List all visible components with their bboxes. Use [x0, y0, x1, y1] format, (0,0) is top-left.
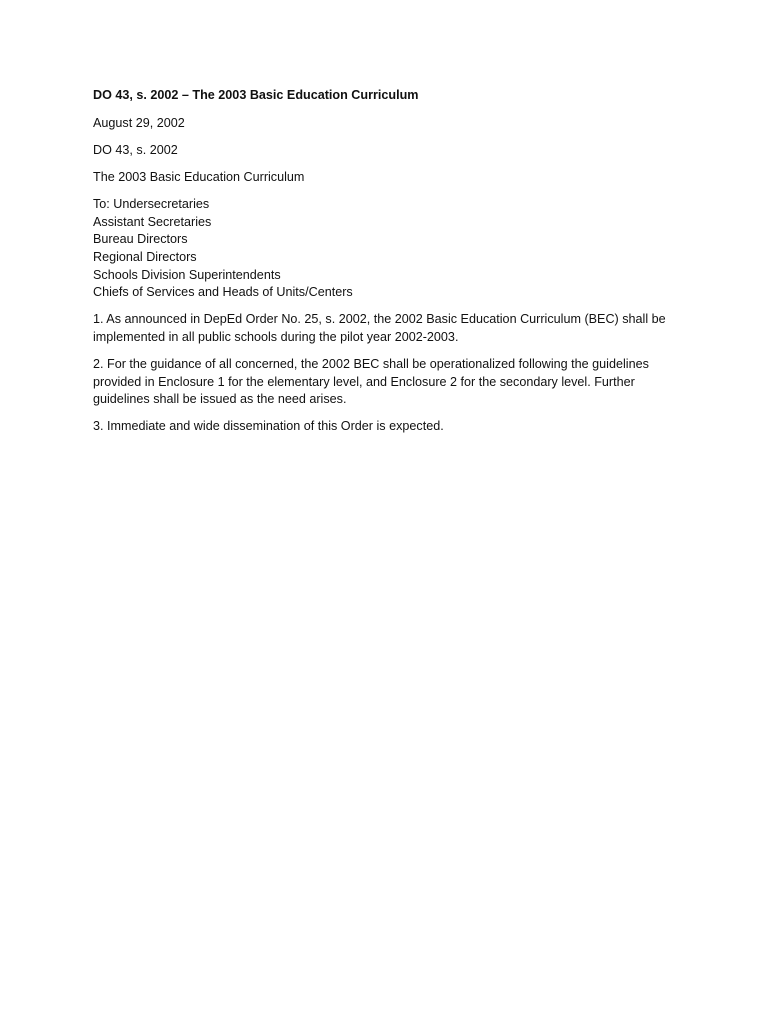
addressee-line: To: Undersecretaries: [93, 197, 210, 212]
addressee-line: Assistant Secretaries: [93, 214, 212, 229]
addressee-line: Chiefs of Services and Heads of Units/Centers: [93, 285, 353, 300]
body-paragraph-2: 2. For the guidance of all concerned, the 2002 BEC shall be operationalized following the guidelines provided in Enclosure 1 for the elementary level, and Enclosure 2 for the secondary level. Further guidelines shall be issued as the need arises.: [93, 357, 649, 407]
document-subject: The 2003 Basic Education Curriculum: [93, 169, 305, 184]
addressee-line: Bureau Directors: [93, 232, 188, 247]
body-paragraph-1: 1. As announced in DepEd Order No. 25, s. 2002, the 2002 Basic Education Curriculum (BEC) shall be implemented in all public schools during the pilot year 2002-2003.: [93, 312, 666, 344]
order-number: DO 43, s. 2002: [93, 142, 178, 157]
addressee-line: Schools Division Superintendents: [93, 267, 281, 282]
document-date: August 29, 2002: [93, 115, 185, 130]
addressee-line: Regional Directors: [93, 249, 197, 264]
addressee-list: [93, 196, 693, 302]
document-title: DO 43, s. 2002 – The 2003 Basic Education Curriculum: [93, 88, 419, 102]
document-page: [93, 87, 693, 446]
body-paragraph-3: 3. Immediate and wide dissemination of this Order is expected.: [93, 419, 444, 434]
